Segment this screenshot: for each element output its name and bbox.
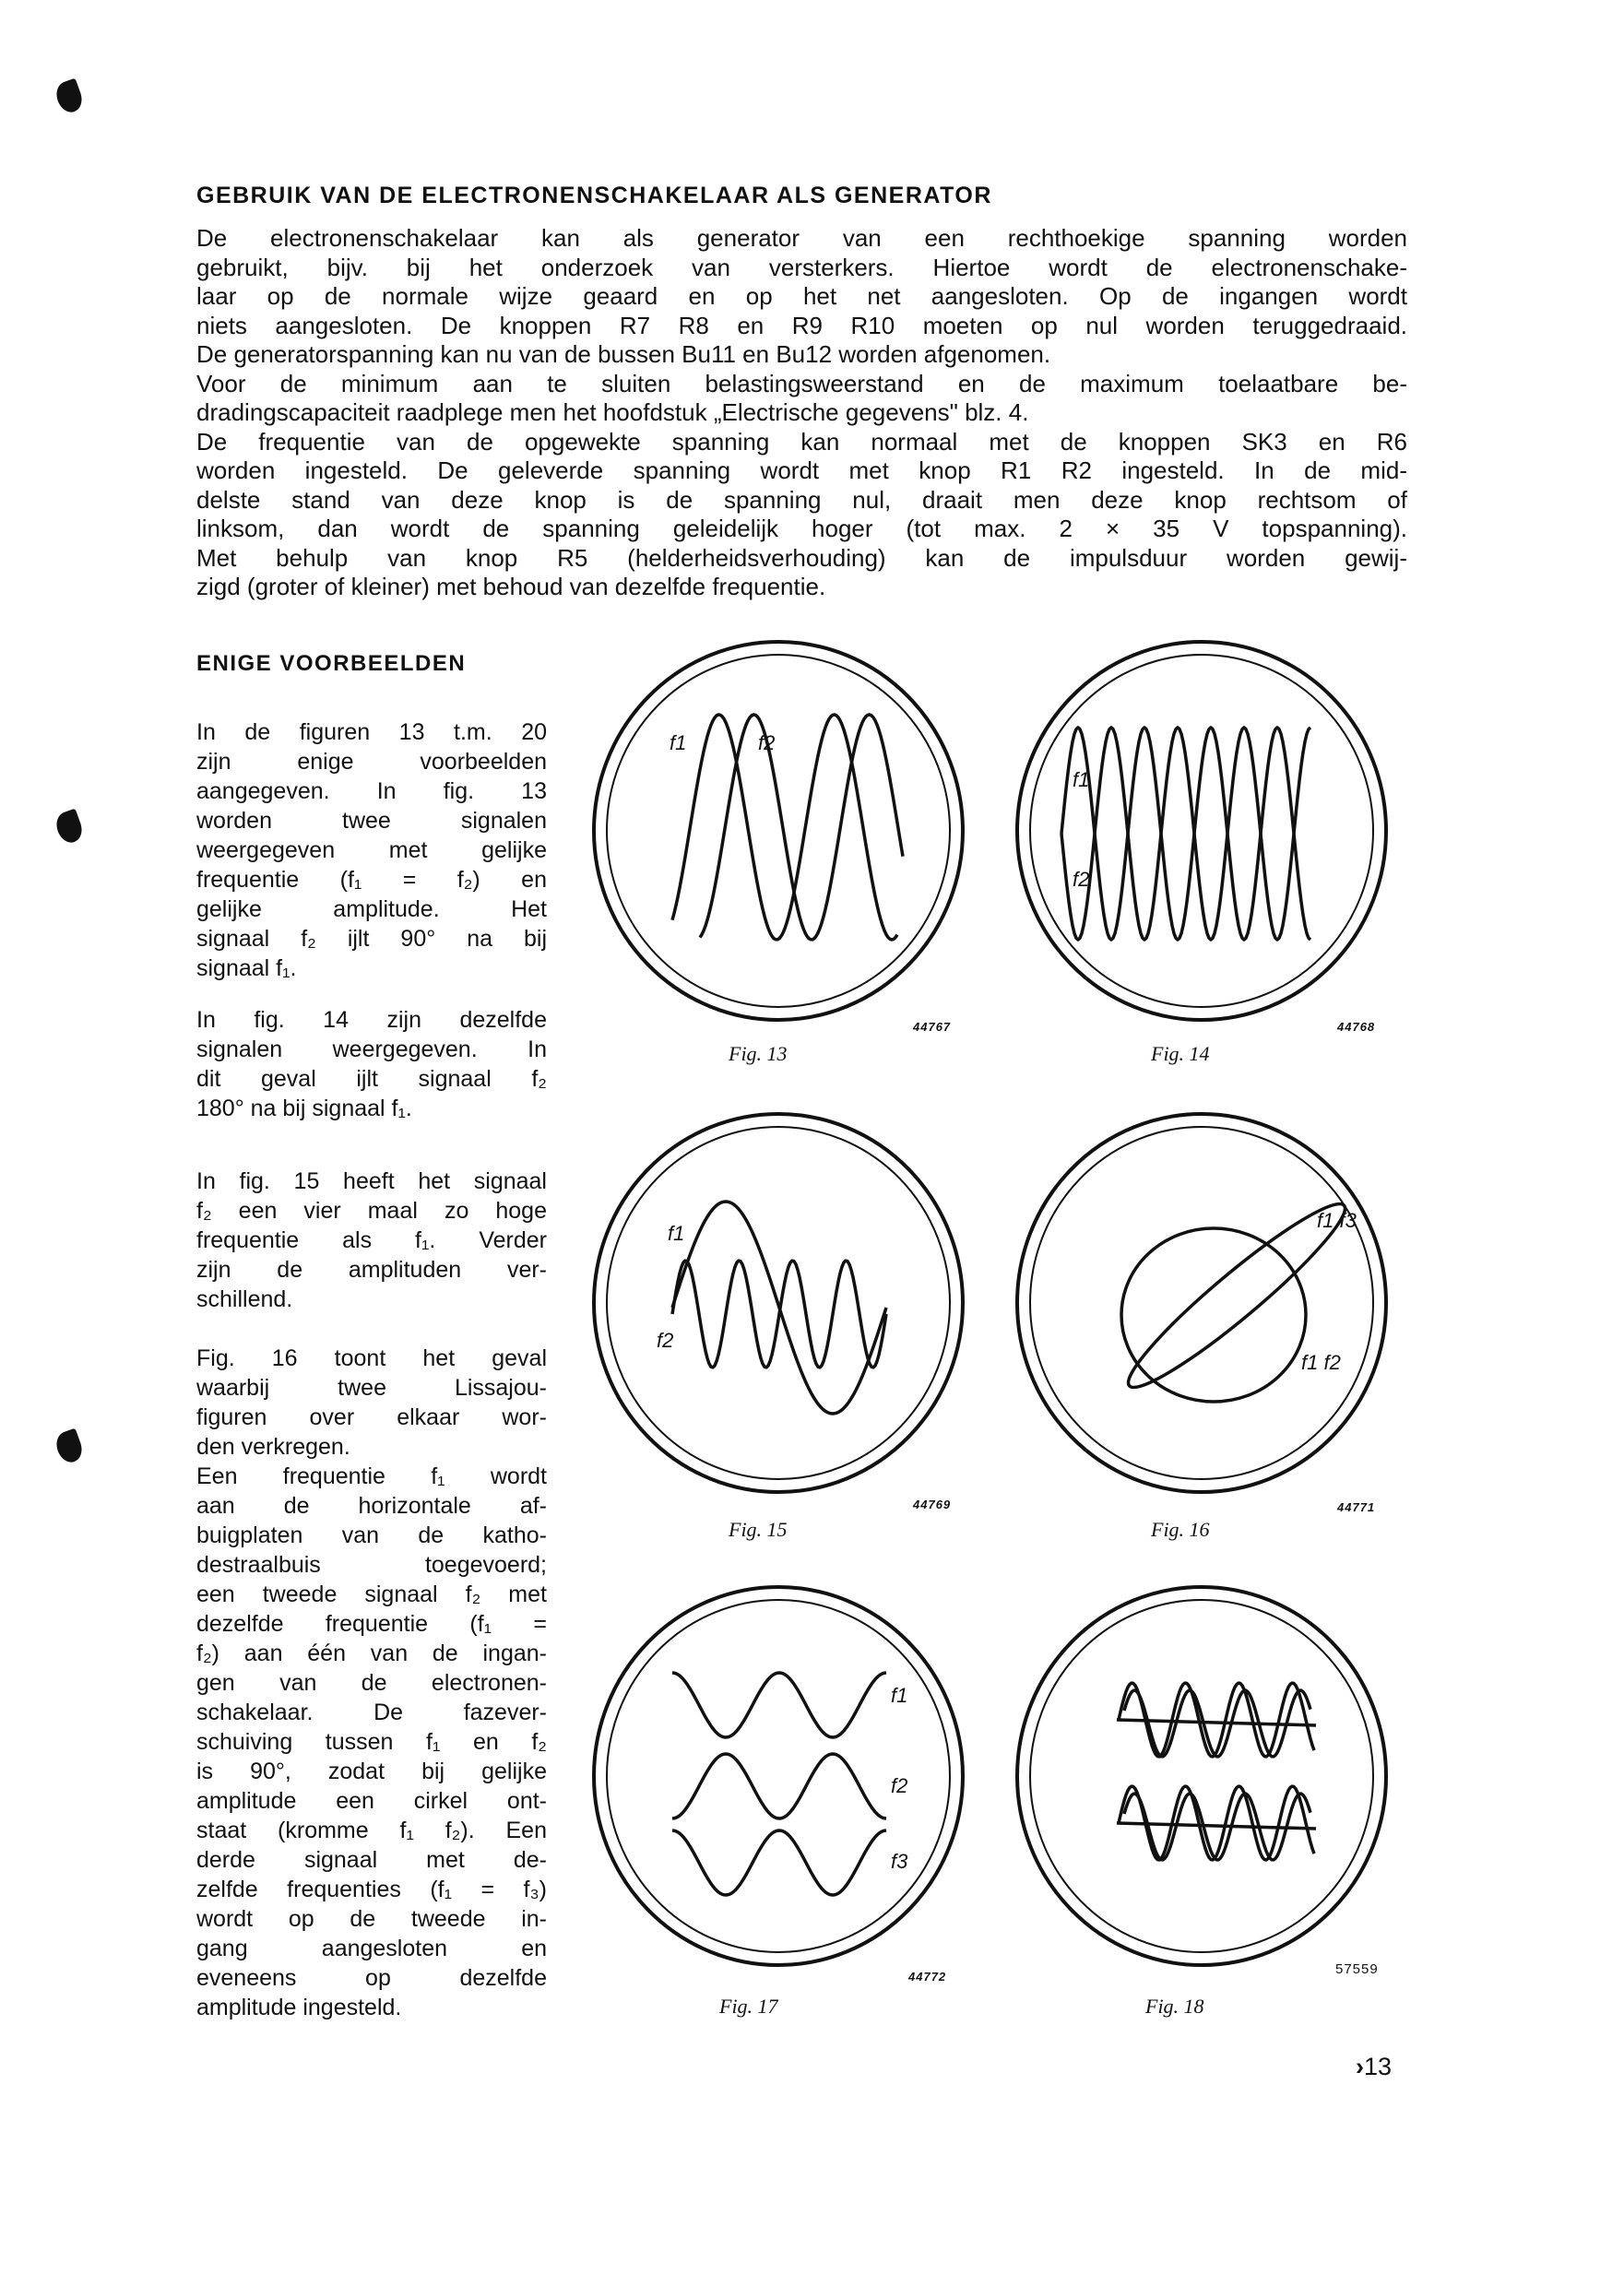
- scan-mark: [53, 1428, 86, 1466]
- figure-caption: Fig. 16: [1151, 1518, 1210, 1541]
- crt-screen-inner: [1030, 1600, 1373, 1952]
- text-line: den verkregen.: [196, 1434, 350, 1460]
- scan-mark: [53, 809, 86, 847]
- wave-f2: [672, 1754, 886, 1818]
- figure-15: [575, 1100, 981, 1506]
- text-line: Fig. 16 toont het geval: [196, 1345, 547, 1371]
- text-line: frequentie als f₁. Verder: [196, 1227, 547, 1253]
- crt-screen-inner: [1030, 1127, 1373, 1479]
- text-line: linksom, dan wordt de spanning geleidelijk hoger (tot max. 2 × 35 V topspanning).: [196, 515, 1407, 542]
- text-line: worden ingesteld. De geleverde spanning wordt met knop R1 R2 ingesteld. In de mid-: [196, 456, 1407, 484]
- crt-screen-outer: [594, 642, 963, 1020]
- text-line: destraalbuis toegevoerd;: [196, 1552, 547, 1578]
- figure-16: [999, 1100, 1405, 1506]
- text-line: amplitude een cirkel ont-: [196, 1788, 547, 1814]
- text-line: zijn enige voorbeelden: [196, 749, 547, 775]
- text-line: schillend.: [196, 1286, 293, 1312]
- wave-f2: [672, 1261, 886, 1368]
- text-line: In fig. 15 heeft het signaal: [196, 1168, 547, 1194]
- text-line: aan de horizontale af-: [196, 1493, 547, 1519]
- text-line: gang aangesloten en: [196, 1936, 547, 1961]
- example-paragraph: [196, 1005, 547, 1123]
- figure-serial: 44768: [1337, 1020, 1376, 1034]
- figure-serial: 44767: [913, 1020, 952, 1034]
- wave-f2: [700, 715, 903, 940]
- text-line: eveneens op dezelfde: [196, 1965, 547, 1991]
- figure-serial: 44769: [913, 1498, 952, 1511]
- text-line: signaal f₂ ijlt 90° na bij: [196, 926, 547, 952]
- text-line: gelijke amplitude. Het: [196, 896, 547, 922]
- text-line: De electronenschakelaar kan als generator van een rechthoekige spanning worden: [196, 224, 1407, 252]
- scan-mark: [53, 78, 86, 116]
- text-line: gebruikt, bijv. bij het onderzoek van versterkers. Hiertoe wordt de electronenschake-: [196, 253, 1407, 281]
- text-line: buigplaten van de katho-: [196, 1522, 547, 1548]
- example-paragraph: [196, 1344, 547, 2022]
- text-line: aangegeven. In fig. 13: [196, 778, 547, 804]
- text-line: f₂ een vier maal zo hoge: [196, 1198, 547, 1224]
- signal-label: f1 f3: [1317, 1209, 1357, 1232]
- text-line: figuren over elkaar wor-: [196, 1404, 547, 1430]
- signal-label: f1: [668, 1222, 685, 1245]
- text-line: Voor de minimum aan te sluiten belastingsweerstand en de maximum toelaatbare be-: [196, 369, 1407, 397]
- wave-f1: [672, 1673, 886, 1737]
- text-line: weergegeven met gelijke: [196, 837, 547, 863]
- text-line: amplitude ingesteld.: [196, 1995, 402, 2020]
- text-line: Met behulp van knop R5 (helderheidsverhouding) kan de impulsduur worden gewij-: [196, 543, 1407, 572]
- signal-label: f2: [891, 1774, 908, 1797]
- text-line: frequentie (f₁ = f₂) en: [196, 867, 547, 893]
- crt-screen-inner: [1030, 655, 1373, 1007]
- signal-label: f3: [891, 1850, 908, 1873]
- text-line: In de figuren 13 t.m. 20: [196, 719, 547, 745]
- figure-caption: Fig. 17: [719, 1995, 778, 2018]
- example-paragraph: [196, 717, 547, 983]
- wave-f3: [672, 1830, 886, 1895]
- figure-caption: Fig. 13: [729, 1042, 788, 1065]
- text-line: worden twee signalen: [196, 808, 547, 834]
- text-line: In fig. 14 zijn dezelfde: [196, 1007, 547, 1033]
- text-line: zelfde frequenties (f₁ = f₃): [196, 1877, 547, 1902]
- figure-caption: Fig. 18: [1145, 1995, 1204, 2018]
- figure-caption: Fig. 14: [1151, 1042, 1210, 1065]
- text-line: 180° na bij signaal f₁.: [196, 1096, 412, 1121]
- text-line: zigd (groter of kleiner) met behoud van dezelfde frequentie.: [196, 573, 826, 600]
- example-paragraph: [196, 1167, 547, 1314]
- figure-serial: 44772: [908, 1970, 947, 1984]
- crt-screen-outer: [1017, 642, 1386, 1020]
- text-line: laar op de normale wijze geaard en op het net aangesloten. Op de ingangen wordt: [196, 282, 1407, 310]
- text-line: niets aangesloten. De knoppen R7 R8 en R9 R10 moeten op nul worden teruggedraaid.: [196, 311, 1407, 339]
- text-line: is 90°, zodat bij gelijke: [196, 1759, 547, 1784]
- page-number-text: 13: [1364, 2053, 1393, 2080]
- text-line: De generatorspanning kan nu van de bussen Bu11 en Bu12 worden afgenomen.: [196, 340, 1051, 368]
- text-line: signalen weergegeven. In: [196, 1036, 547, 1062]
- wave-f1: [672, 715, 897, 940]
- text-line: Een frequentie f₁ wordt: [196, 1463, 547, 1489]
- text-line: een tweede signaal f₂ met: [196, 1581, 547, 1607]
- text-line: schakelaar. De fazever-: [196, 1700, 547, 1725]
- text-line: dit geval ijlt signaal f₂: [196, 1066, 547, 1092]
- lissajous-circle-f1f2: [1121, 1228, 1306, 1402]
- text-line: f₂) aan één van de ingan-: [196, 1640, 547, 1666]
- figure-serial: 57559: [1335, 1961, 1379, 1977]
- section-heading: GEBRUIK VAN DE ELECTRONENSCHAKELAAR ALS GENERATOR: [196, 183, 992, 208]
- text-line: delste stand van deze knop is de spanning nul, draait men deze knop rechtsom of: [196, 485, 1407, 514]
- main-text: [196, 224, 1407, 602]
- text-line: schuiving tussen f₁ en f₂: [196, 1729, 547, 1755]
- text-line: dezelfde frequentie (f₁ =: [196, 1611, 547, 1637]
- text-line: gen van de electronen-: [196, 1670, 547, 1696]
- signal-label: f1: [670, 731, 687, 754]
- text-line: wordt op de tweede in-: [196, 1906, 547, 1932]
- text-line: derde signaal met de-: [196, 1847, 547, 1873]
- text-line: staat (kromme f₁ f₂). Een: [196, 1818, 547, 1843]
- signal-label: f1 f2: [1301, 1351, 1341, 1374]
- crt-screen-outer: [1017, 1587, 1386, 1965]
- text-line: dradingscapaciteit raadplege men het hoofdstuk „Electrische gegevens" blz. 4.: [196, 398, 1029, 426]
- text-line: zijn de amplituden ver-: [196, 1257, 547, 1283]
- figure-caption: Fig. 15: [729, 1518, 788, 1541]
- page-mark-icon: ›: [1356, 2053, 1364, 2080]
- text-line: De frequentie van de opgewekte spanning kan normaal met de knoppen SK3 en R6: [196, 427, 1407, 456]
- figure-serial: 44771: [1337, 1500, 1376, 1514]
- text-line: signaal f₁.: [196, 955, 297, 981]
- examples-heading: ENIGE VOORBEELDEN: [196, 651, 467, 676]
- figure-18: [999, 1573, 1405, 1979]
- signal-label: f2: [758, 731, 776, 754]
- figure-13: [575, 628, 981, 1034]
- figure-17: [575, 1573, 981, 1979]
- page-number: [1356, 2053, 1392, 2081]
- crt-screen-outer: [1017, 1114, 1386, 1492]
- signal-label: f1: [1073, 768, 1090, 791]
- signal-label: f2: [1073, 868, 1090, 891]
- text-line: waarbij twee Lissajou-: [196, 1375, 547, 1401]
- figure-14: [999, 628, 1405, 1034]
- signal-label: f2: [657, 1329, 674, 1352]
- signal-label: f1: [891, 1684, 908, 1707]
